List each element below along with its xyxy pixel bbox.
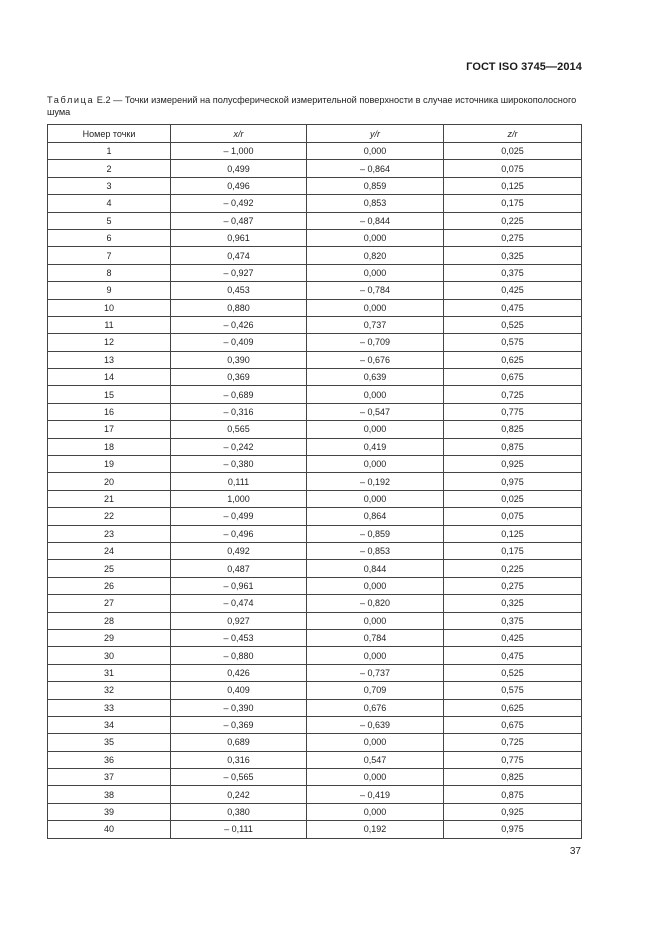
cell-point-number: 3 <box>48 177 171 194</box>
cell-y: 0,000 <box>307 299 444 316</box>
cell-x: – 0,111 <box>171 821 307 838</box>
table-row <box>48 629 582 646</box>
cell-y: 0,000 <box>307 421 444 438</box>
column-header-point-number: Номер точки <box>48 125 171 143</box>
cell-x: 0,492 <box>171 542 307 559</box>
cell-y: 0,676 <box>307 699 444 716</box>
cell-z: 0,075 <box>444 160 582 177</box>
cell-point-number: 2 <box>48 160 171 177</box>
table-row <box>48 803 582 820</box>
cell-x: – 0,369 <box>171 716 307 733</box>
cell-point-number: 34 <box>48 716 171 733</box>
cell-z: 0,025 <box>444 490 582 507</box>
cell-point-number: 11 <box>48 316 171 333</box>
cell-x: 0,499 <box>171 160 307 177</box>
table-row <box>48 212 582 229</box>
cell-x: 0,487 <box>171 560 307 577</box>
cell-point-number: 12 <box>48 334 171 351</box>
cell-z: 0,075 <box>444 508 582 525</box>
cell-point-number: 28 <box>48 612 171 629</box>
cell-point-number: 40 <box>48 821 171 838</box>
cell-y: – 0,853 <box>307 542 444 559</box>
cell-y: 0,419 <box>307 438 444 455</box>
cell-y: 0,000 <box>307 769 444 786</box>
cell-x: 0,242 <box>171 786 307 803</box>
cell-z: 0,975 <box>444 821 582 838</box>
table-row <box>48 490 582 507</box>
cell-z: 0,325 <box>444 595 582 612</box>
table-row <box>48 160 582 177</box>
table-row <box>48 682 582 699</box>
cell-y: – 0,864 <box>307 160 444 177</box>
table-row <box>48 456 582 473</box>
cell-y: – 0,784 <box>307 282 444 299</box>
cell-point-number: 8 <box>48 264 171 281</box>
cell-x: – 0,426 <box>171 316 307 333</box>
cell-z: 0,925 <box>444 803 582 820</box>
cell-x: 0,927 <box>171 612 307 629</box>
cell-point-number: 6 <box>48 229 171 246</box>
cell-point-number: 5 <box>48 212 171 229</box>
cell-y: – 0,419 <box>307 786 444 803</box>
cell-point-number: 38 <box>48 786 171 803</box>
cell-y: 0,000 <box>307 612 444 629</box>
table-caption <box>47 94 587 118</box>
cell-x: 1,000 <box>171 490 307 507</box>
cell-point-number: 15 <box>48 386 171 403</box>
cell-z: 0,875 <box>444 438 582 455</box>
cell-y: – 0,859 <box>307 525 444 542</box>
cell-z: 0,425 <box>444 282 582 299</box>
table-row <box>48 769 582 786</box>
table-row <box>48 369 582 386</box>
table-row <box>48 786 582 803</box>
table-row <box>48 403 582 420</box>
cell-y: 0,639 <box>307 369 444 386</box>
cell-z: 0,175 <box>444 542 582 559</box>
table-row <box>48 734 582 751</box>
cell-x: 0,369 <box>171 369 307 386</box>
cell-x: – 0,927 <box>171 264 307 281</box>
cell-x: 0,316 <box>171 751 307 768</box>
cell-point-number: 22 <box>48 508 171 525</box>
cell-y: – 0,676 <box>307 351 444 368</box>
cell-point-number: 35 <box>48 734 171 751</box>
cell-x: 0,409 <box>171 682 307 699</box>
table-row <box>48 560 582 577</box>
cell-z: 0,125 <box>444 177 582 194</box>
cell-x: 0,453 <box>171 282 307 299</box>
cell-z: 0,325 <box>444 247 582 264</box>
cell-point-number: 19 <box>48 456 171 473</box>
cell-point-number: 7 <box>48 247 171 264</box>
cell-y: 0,547 <box>307 751 444 768</box>
table-row <box>48 143 582 160</box>
cell-z: 0,625 <box>444 351 582 368</box>
cell-point-number: 1 <box>48 143 171 160</box>
cell-z: 0,925 <box>444 456 582 473</box>
table-row <box>48 282 582 299</box>
table-row <box>48 473 582 490</box>
cell-z: 0,475 <box>444 647 582 664</box>
cell-y: 0,000 <box>307 456 444 473</box>
cell-y: – 0,192 <box>307 473 444 490</box>
table-row <box>48 664 582 681</box>
cell-y: 0,000 <box>307 143 444 160</box>
cell-y: 0,000 <box>307 229 444 246</box>
cell-point-number: 4 <box>48 195 171 212</box>
cell-point-number: 29 <box>48 629 171 646</box>
cell-z: 0,525 <box>444 316 582 333</box>
cell-point-number: 30 <box>48 647 171 664</box>
table-row <box>48 751 582 768</box>
cell-point-number: 13 <box>48 351 171 368</box>
cell-y: 0,784 <box>307 629 444 646</box>
table-row <box>48 821 582 838</box>
cell-y: – 0,820 <box>307 595 444 612</box>
cell-point-number: 17 <box>48 421 171 438</box>
cell-y: 0,000 <box>307 386 444 403</box>
column-header-z: z/r <box>444 125 582 143</box>
column-header-x: x/r <box>171 125 307 143</box>
document-header: ГОСТ ISO 3745—2014 <box>466 61 582 73</box>
cell-point-number: 10 <box>48 299 171 316</box>
cell-x: – 0,474 <box>171 595 307 612</box>
cell-x: 0,111 <box>171 473 307 490</box>
cell-z: 0,375 <box>444 264 582 281</box>
page-number: 37 <box>569 846 581 857</box>
table-row <box>48 699 582 716</box>
cell-z: 0,575 <box>444 334 582 351</box>
table-row <box>48 247 582 264</box>
cell-z: 0,775 <box>444 751 582 768</box>
cell-x: – 0,316 <box>171 403 307 420</box>
cell-y: 0,709 <box>307 682 444 699</box>
cell-y: 0,853 <box>307 195 444 212</box>
cell-x: – 0,380 <box>171 456 307 473</box>
cell-point-number: 9 <box>48 282 171 299</box>
cell-y: 0,859 <box>307 177 444 194</box>
cell-y: 0,000 <box>307 577 444 594</box>
cell-y: 0,864 <box>307 508 444 525</box>
cell-point-number: 26 <box>48 577 171 594</box>
table-row <box>48 229 582 246</box>
cell-x: – 0,487 <box>171 212 307 229</box>
table-row <box>48 716 582 733</box>
measurement-points-table <box>47 124 582 839</box>
cell-z: 0,975 <box>444 473 582 490</box>
cell-z: 0,825 <box>444 769 582 786</box>
cell-z: 0,825 <box>444 421 582 438</box>
table-row <box>48 612 582 629</box>
cell-y: – 0,639 <box>307 716 444 733</box>
table-row <box>48 595 582 612</box>
table-row <box>48 299 582 316</box>
cell-z: 0,525 <box>444 664 582 681</box>
cell-point-number: 37 <box>48 769 171 786</box>
cell-z: 0,625 <box>444 699 582 716</box>
table-row <box>48 577 582 594</box>
cell-x: 0,565 <box>171 421 307 438</box>
cell-point-number: 33 <box>48 699 171 716</box>
cell-x: – 0,496 <box>171 525 307 542</box>
cell-x: – 0,453 <box>171 629 307 646</box>
cell-z: 0,225 <box>444 212 582 229</box>
table-row <box>48 421 582 438</box>
cell-x: – 0,492 <box>171 195 307 212</box>
cell-z: 0,225 <box>444 560 582 577</box>
table-row <box>48 316 582 333</box>
cell-point-number: 24 <box>48 542 171 559</box>
cell-point-number: 32 <box>48 682 171 699</box>
cell-y: 0,000 <box>307 264 444 281</box>
cell-z: 0,275 <box>444 229 582 246</box>
cell-z: 0,725 <box>444 386 582 403</box>
table-row <box>48 177 582 194</box>
cell-x: 0,390 <box>171 351 307 368</box>
cell-point-number: 21 <box>48 490 171 507</box>
cell-z: 0,675 <box>444 716 582 733</box>
cell-x: – 0,689 <box>171 386 307 403</box>
cell-x: 0,880 <box>171 299 307 316</box>
table-row <box>48 386 582 403</box>
cell-z: 0,725 <box>444 734 582 751</box>
cell-point-number: 36 <box>48 751 171 768</box>
cell-point-number: 20 <box>48 473 171 490</box>
cell-x: 0,496 <box>171 177 307 194</box>
table-row <box>48 264 582 281</box>
column-header-y: y/r <box>307 125 444 143</box>
cell-y: 0,000 <box>307 490 444 507</box>
table-row <box>48 542 582 559</box>
cell-point-number: 39 <box>48 803 171 820</box>
cell-x: – 0,409 <box>171 334 307 351</box>
cell-x: 0,961 <box>171 229 307 246</box>
cell-x: 0,380 <box>171 803 307 820</box>
cell-point-number: 25 <box>48 560 171 577</box>
cell-point-number: 14 <box>48 369 171 386</box>
cell-z: 0,375 <box>444 612 582 629</box>
cell-point-number: 27 <box>48 595 171 612</box>
cell-x: – 0,880 <box>171 647 307 664</box>
cell-x: – 0,565 <box>171 769 307 786</box>
cell-z: 0,275 <box>444 577 582 594</box>
cell-point-number: 18 <box>48 438 171 455</box>
table-caption-label: Таблица <box>47 95 95 105</box>
cell-x: 0,426 <box>171 664 307 681</box>
table-body <box>48 143 582 839</box>
cell-point-number: 31 <box>48 664 171 681</box>
cell-y: 0,192 <box>307 821 444 838</box>
cell-y: – 0,844 <box>307 212 444 229</box>
cell-point-number: 23 <box>48 525 171 542</box>
cell-z: 0,175 <box>444 195 582 212</box>
table-row <box>48 438 582 455</box>
table-row <box>48 647 582 664</box>
table-row <box>48 508 582 525</box>
cell-x: – 0,499 <box>171 508 307 525</box>
table-header-row <box>48 125 582 143</box>
cell-y: 0,000 <box>307 734 444 751</box>
cell-x: – 0,390 <box>171 699 307 716</box>
cell-x: 0,474 <box>171 247 307 264</box>
cell-z: 0,025 <box>444 143 582 160</box>
cell-y: 0,820 <box>307 247 444 264</box>
cell-z: 0,775 <box>444 403 582 420</box>
cell-z: 0,675 <box>444 369 582 386</box>
table-row <box>48 334 582 351</box>
cell-x: – 0,242 <box>171 438 307 455</box>
cell-y: 0,844 <box>307 560 444 577</box>
cell-y: – 0,709 <box>307 334 444 351</box>
cell-z: 0,875 <box>444 786 582 803</box>
cell-y: – 0,547 <box>307 403 444 420</box>
cell-y: – 0,737 <box>307 664 444 681</box>
table-caption-text: Е.2 — Точки измерений на полусферической измерительной поверхности в случае источника широкополосного шума <box>47 95 577 117</box>
cell-y: 0,000 <box>307 803 444 820</box>
cell-z: 0,125 <box>444 525 582 542</box>
cell-point-number: 16 <box>48 403 171 420</box>
cell-y: 0,737 <box>307 316 444 333</box>
cell-z: 0,575 <box>444 682 582 699</box>
cell-x: – 0,961 <box>171 577 307 594</box>
table-row <box>48 195 582 212</box>
table-row <box>48 351 582 368</box>
cell-z: 0,425 <box>444 629 582 646</box>
cell-x: – 1,000 <box>171 143 307 160</box>
cell-y: 0,000 <box>307 647 444 664</box>
cell-x: 0,689 <box>171 734 307 751</box>
table-row <box>48 525 582 542</box>
cell-z: 0,475 <box>444 299 582 316</box>
